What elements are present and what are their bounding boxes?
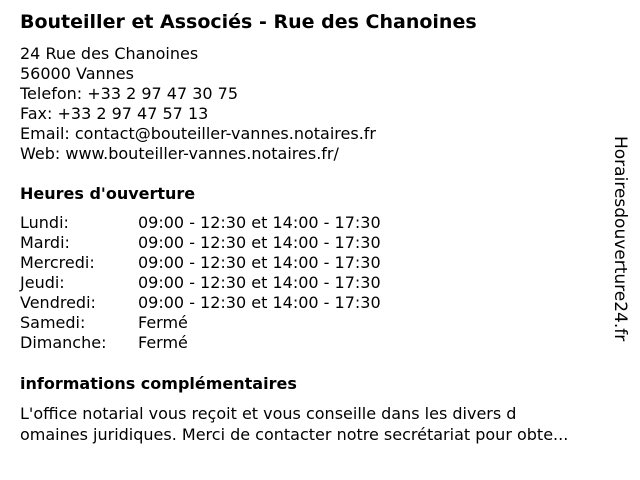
- hours-value: 09:00 - 12:30 et 14:00 - 17:30: [138, 213, 381, 232]
- hours-value: 09:00 - 12:30 et 14:00 - 17:30: [138, 293, 381, 312]
- hours-value: 09:00 - 12:30 et 14:00 - 17:30: [138, 253, 381, 272]
- contact-block: [20, 44, 376, 164]
- info-heading: informations complémentaires: [20, 374, 297, 393]
- site-watermark: Horairesdouverture24.fr: [610, 136, 630, 342]
- hours-value: Fermé: [138, 333, 188, 352]
- info-line: omaines juridiques. Merci de contacter notre secrétariat pour obte...: [20, 425, 569, 444]
- hours-row-mardi: [20, 233, 381, 253]
- hours-row-jeudi: [20, 273, 381, 293]
- info-line: L'office notarial vous reçoit et vous conseille dans les divers d: [20, 404, 517, 423]
- day-label: Lundi:: [20, 213, 69, 232]
- hours-row-vendredi: [20, 293, 381, 313]
- page-title: Bouteiller et Associés - Rue des Chanoines: [20, 11, 477, 33]
- day-label: Samedi:: [20, 313, 86, 332]
- hours-row-dimanche: [20, 333, 381, 353]
- day-label: Mardi:: [20, 233, 70, 252]
- phone-number[interactable]: Telefon: +33 2 97 47 30 75: [20, 84, 239, 103]
- hours-row-mercredi: [20, 253, 381, 273]
- opening-hours-table: [20, 213, 381, 353]
- hours-value: 09:00 - 12:30 et 14:00 - 17:30: [138, 233, 381, 252]
- address-city: 56000 Vannes: [20, 64, 134, 83]
- day-label: Vendredi:: [20, 293, 96, 312]
- hours-row-samedi: [20, 313, 381, 333]
- website-link[interactable]: Web: www.bouteiller-vannes.notaires.fr/: [20, 144, 339, 163]
- fax-number: Fax: +33 2 97 47 57 13: [20, 104, 209, 123]
- day-label: Dimanche:: [20, 333, 107, 352]
- hours-value: 09:00 - 12:30 et 14:00 - 17:30: [138, 273, 381, 292]
- email-link[interactable]: Email: contact@bouteiller-vannes.notaires.fr: [20, 124, 376, 143]
- hours-heading: Heures d'ouverture: [20, 184, 196, 203]
- info-description: [20, 403, 620, 445]
- day-label: Jeudi:: [20, 273, 65, 292]
- hours-row-lundi: [20, 213, 381, 233]
- hours-value: Fermé: [138, 313, 188, 332]
- address-street: 24 Rue des Chanoines: [20, 44, 199, 63]
- day-label: Mercredi:: [20, 253, 95, 272]
